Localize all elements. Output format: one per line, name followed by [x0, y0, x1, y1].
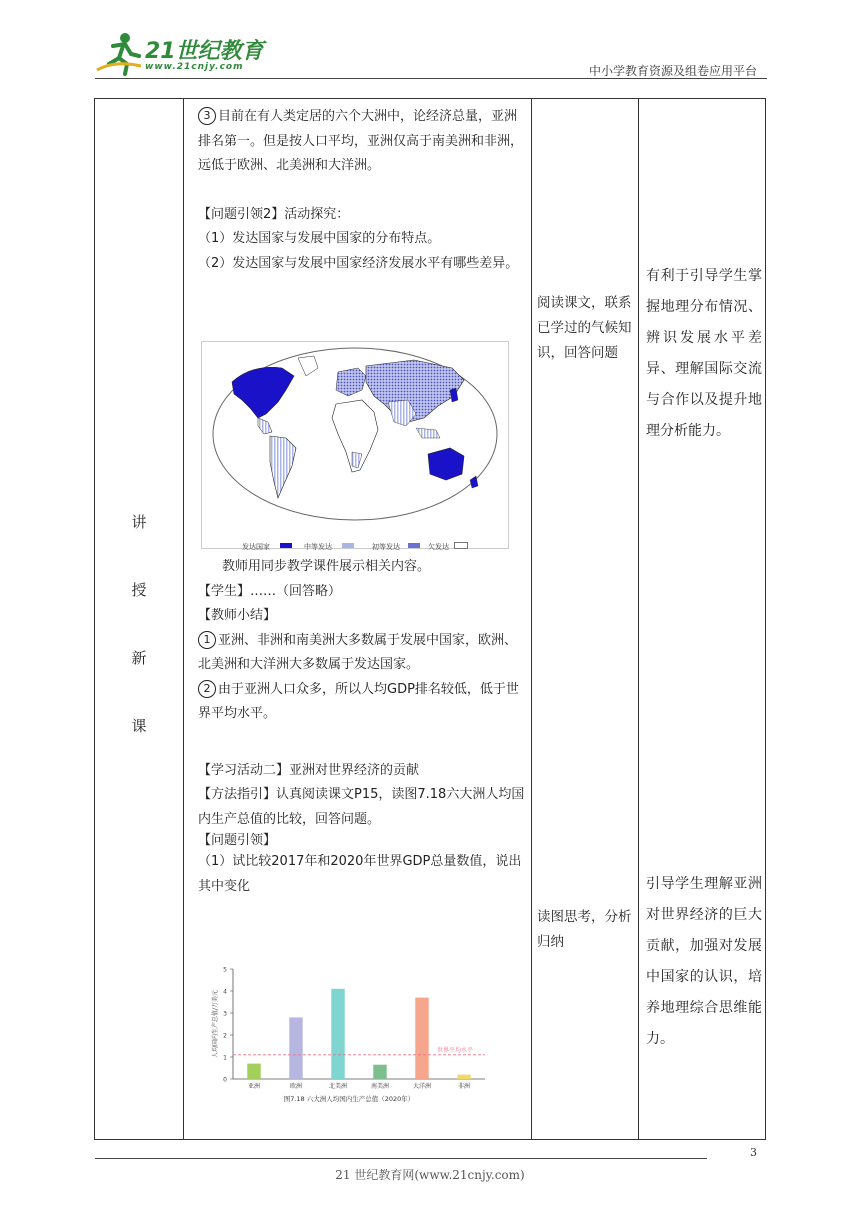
- y-tick-label: 1: [223, 1054, 227, 1062]
- column-divider: [183, 99, 184, 1139]
- guide2-question-2: （2）发达国家与发展中国家经济发展水平有哪些差异。: [198, 255, 519, 271]
- guide2-title: 【问题引领2】活动探究：: [198, 206, 350, 222]
- guide-question-1: （1）试比较2017年和2020年世界GDP总量数值，说出其中变化: [198, 854, 522, 894]
- legend-label: 中等发达: [304, 543, 332, 551]
- legend-swatch: [454, 542, 468, 549]
- design-intent-1: 有利于引导学生掌握地理分布情况、辨识发展水平差异、理解国际交流与合作以及提升地理分析能力。: [646, 268, 762, 439]
- lesson-content: [198, 105, 526, 276]
- y-tick-label: 5: [223, 966, 227, 974]
- world-development-map: [201, 341, 509, 549]
- summary-point-1: 1 亚洲、非洲和南美洲大多数属于发展中国家，欧洲、北美洲和大洋洲大多数属于发达国家。: [198, 632, 518, 672]
- gdp-bar-chart: [205, 961, 505, 1111]
- page-header: [95, 30, 767, 82]
- student-activity-2: 读图思考，分析归纳: [537, 909, 632, 950]
- bar: [331, 989, 344, 1079]
- circled-number: 3: [198, 107, 216, 125]
- page-number: 3: [750, 1146, 757, 1159]
- legend-swatch: [280, 543, 292, 548]
- logo-text: 21世纪教育: [145, 39, 264, 64]
- category-label: 南美洲: [370, 1083, 390, 1090]
- category-label: 大洋洲: [412, 1083, 432, 1090]
- category-label: 亚洲: [247, 1083, 261, 1090]
- column-divider: [638, 99, 639, 1139]
- bar: [247, 1064, 260, 1079]
- legend-label: 初等发达: [372, 543, 400, 551]
- y-tick-label: 3: [223, 1010, 227, 1018]
- legend-swatch: [342, 543, 354, 548]
- legend-swatch: [408, 543, 420, 548]
- legend-label: 欠发达: [428, 543, 449, 551]
- student-activity-1: 阅读课文，联系已学过的气候知识，回答问题: [537, 295, 632, 361]
- bar: [373, 1065, 386, 1079]
- header-divider: [95, 78, 767, 79]
- logo-url: www.21cnjy.com: [145, 62, 244, 72]
- teacher-display: 教师用同步教学课件展示相关内容。: [222, 559, 431, 574]
- method-guide: 【方法指引】认真阅读课文P15，读图7.18六大洲人均国内生产总值的比较，回答问题。: [198, 787, 525, 827]
- bar: [289, 1017, 302, 1079]
- runner-logo-icon: [95, 30, 143, 76]
- logo: [95, 30, 265, 78]
- student-answer: 【学生】……（回答略）: [198, 583, 342, 599]
- column-divider: [531, 99, 532, 1139]
- design-intent-2: 引导学生理解亚洲对世界经济的巨大贡献，加强对发展中国家的认识，培养地理综合思维能力。: [646, 876, 762, 1047]
- y-tick-label: 0: [223, 1076, 227, 1084]
- footer-site: 21 世纪教育网(www.21cnjy.com): [335, 1168, 525, 1182]
- chart-title: 图7.18 六大洲人均国内生产总值（2020年）: [283, 1095, 415, 1103]
- summary-point-2: 2 由于亚洲人口众多，所以人均GDP排名较低，低于世界平均水平。: [198, 681, 519, 721]
- gdp-chart-svg: [205, 961, 505, 1111]
- circled-number: 2: [198, 680, 216, 698]
- side-label-char: 新: [131, 649, 147, 667]
- paragraph-economy: 3 目前在有人类定居的六个大洲中，论经济总量，亚洲排名第一。但是按人口平均，亚洲仅高于南美洲和非洲，远低于欧洲、北美洲和大洋洲。: [198, 109, 524, 173]
- bar: [457, 1075, 470, 1079]
- lesson-content-2: [198, 555, 526, 899]
- y-tick-label: 4: [223, 988, 227, 996]
- side-label-char: 讲: [131, 513, 147, 531]
- circled-number: 1: [198, 631, 216, 649]
- platform-name: 中小学教育资源及组卷应用平台: [588, 64, 757, 78]
- world-map-graphic: [202, 342, 508, 532]
- footer-divider: [95, 1158, 707, 1159]
- summary-title: 【教师小结】: [198, 608, 277, 623]
- y-axis-label: 人均国内生产总值/万美元: [212, 989, 219, 1059]
- side-label-char: 授: [131, 581, 147, 599]
- y-tick-label: 2: [223, 1032, 227, 1040]
- bar: [415, 998, 428, 1079]
- category-label: 北美洲: [328, 1083, 348, 1090]
- legend-label: 发达国家: [242, 543, 270, 551]
- guide-title: 【问题引领】: [198, 833, 277, 848]
- side-label-char: 课: [131, 717, 147, 735]
- category-label: 欧洲: [289, 1083, 303, 1090]
- category-label: 非洲: [457, 1083, 471, 1090]
- world-average-label: 世界平均水平: [436, 1046, 473, 1054]
- lesson-table: [94, 98, 766, 1140]
- activity-2-title: 【学习活动二】亚洲对世界经济的贡献: [198, 762, 420, 778]
- guide2-question-1: （1）发达国家与发展中国家的分布特点。: [198, 231, 441, 246]
